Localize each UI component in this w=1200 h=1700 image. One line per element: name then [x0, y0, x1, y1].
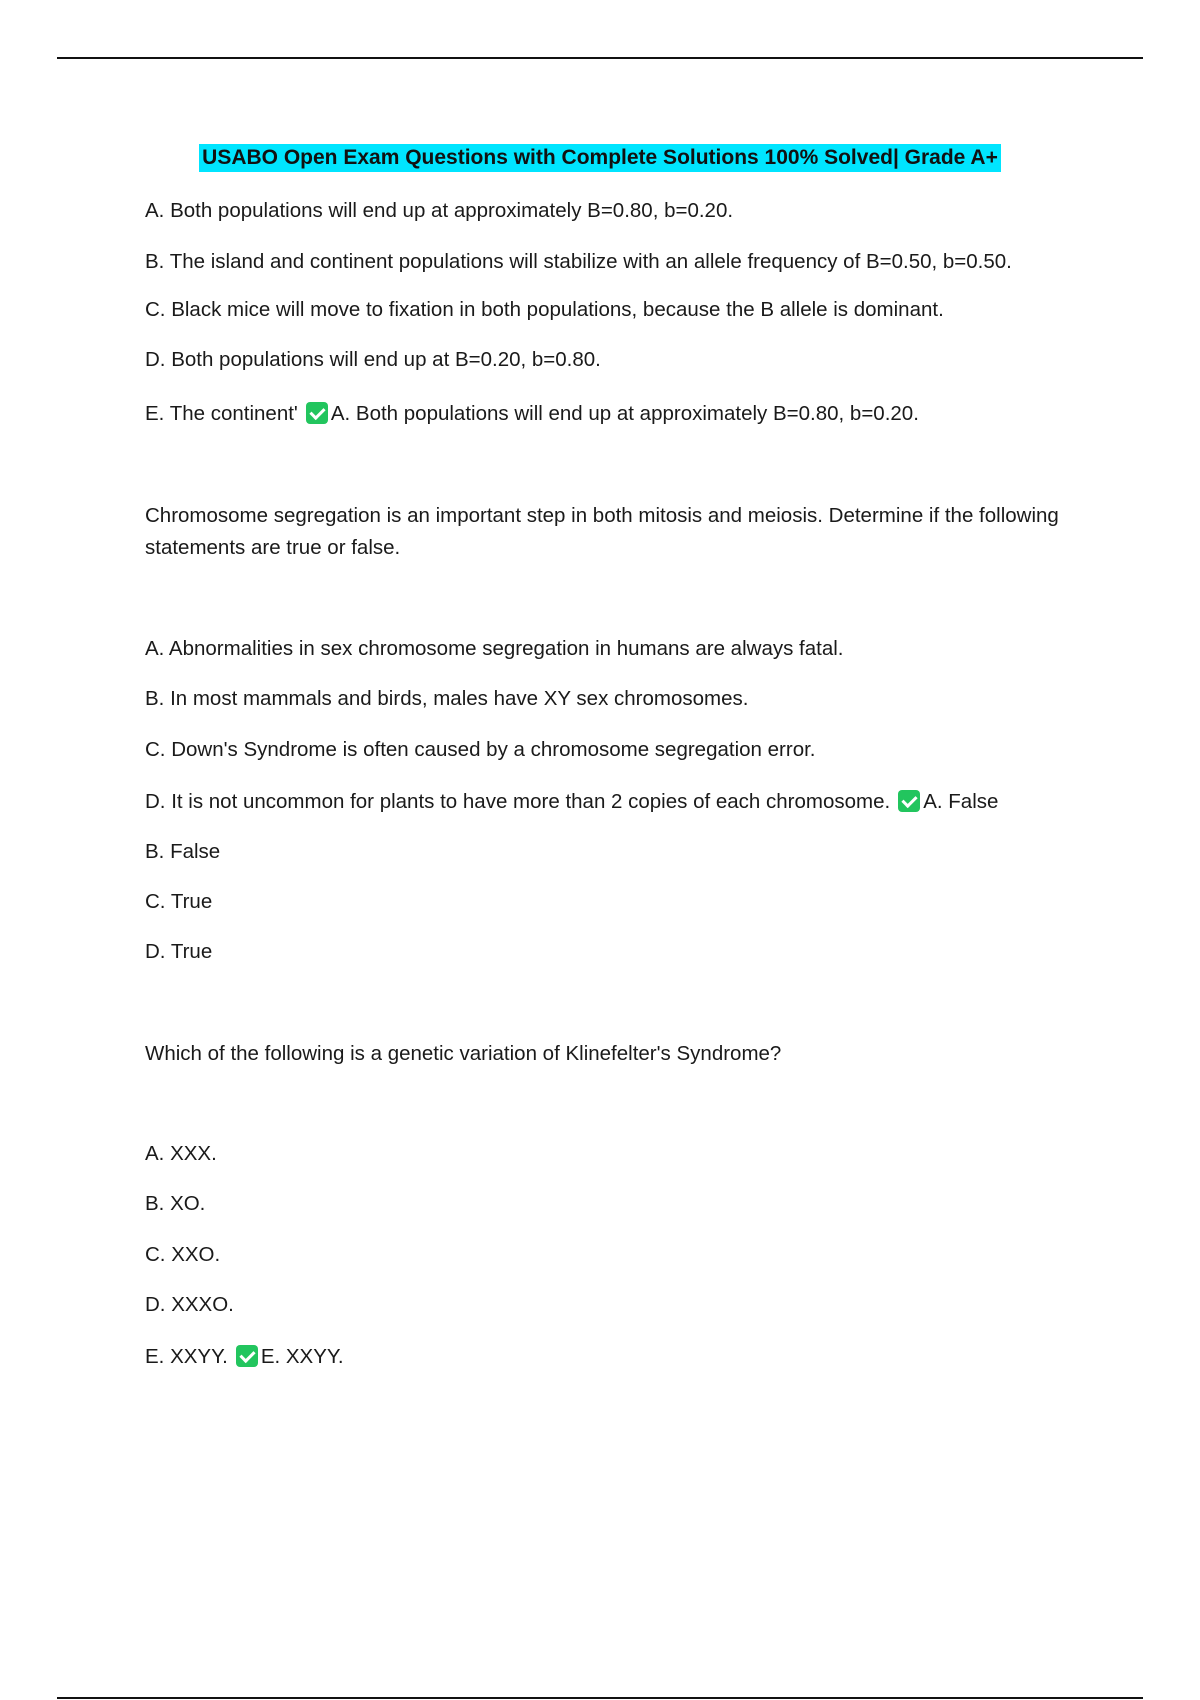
q1-option-b: B. The island and continent populations will stabilize with an allele frequency of B=0.50, b=0.50. — [145, 250, 1012, 273]
q2-answer-c: C. True — [145, 890, 213, 913]
q2-answer-a: A. False — [923, 790, 999, 813]
q2-statement-c: C. Down's Syndrome is often caused by a chromosome segregation error. — [145, 738, 816, 761]
q3-option-e — [145, 1343, 344, 1371]
q1-option-c: C. Black mice will move to fixation in both populations, because the B allele is dominant. — [145, 298, 944, 321]
q2-statement-a: A. Abnormalities in sex chromosome segregation in humans are always fatal. — [145, 637, 844, 660]
q2-answer-b: B. False — [145, 840, 221, 863]
q3-option-b: B. XO. — [145, 1192, 206, 1215]
q2-statement-b: B. In most mammals and birds, males have XY sex chromosomes. — [145, 687, 749, 710]
q2-prompt: Chromosome segregation is an important step in both mitosis and meiosis. Determine if the following statements are true or false. — [145, 504, 1059, 559]
q2-answer-d: D. True — [145, 940, 213, 963]
bottom-rule — [57, 1697, 1143, 1699]
q1-answer: A. Both populations will end up at approximately B=0.80, b=0.20. — [330, 402, 919, 425]
checkmark-icon — [236, 1345, 258, 1367]
document-title: USABO Open Exam Questions with Complete Solutions 100% Solved| Grade A+ — [199, 144, 1001, 172]
q3-option-e-text: E. XXYY. — [145, 1345, 228, 1368]
q3-answer: E. XXYY. — [260, 1345, 344, 1368]
top-rule — [57, 57, 1143, 59]
checkmark-icon — [306, 402, 328, 424]
q3-option-d: D. XXXO. — [145, 1293, 234, 1316]
q3-option-c: C. XXO. — [145, 1243, 221, 1266]
q2-statement-d — [145, 788, 998, 816]
checkmark-icon — [898, 790, 920, 812]
q1-option-e-text: E. The continent' — [145, 402, 298, 425]
title-wrap — [0, 144, 1200, 172]
q2-statement-d-text: D. It is not uncommon for plants to have more than 2 copies of each chromosome. — [145, 790, 891, 813]
q1-option-e — [145, 400, 919, 428]
q1-option-d: D. Both populations will end up at B=0.20, b=0.80. — [145, 348, 601, 371]
q1-option-a: A. Both populations will end up at approximately B=0.80, b=0.20. — [145, 199, 734, 222]
q3-prompt: Which of the following is a genetic variation of Klinefelter's Syndrome? — [145, 1042, 782, 1065]
q3-option-a: A. XXX. — [145, 1142, 217, 1165]
